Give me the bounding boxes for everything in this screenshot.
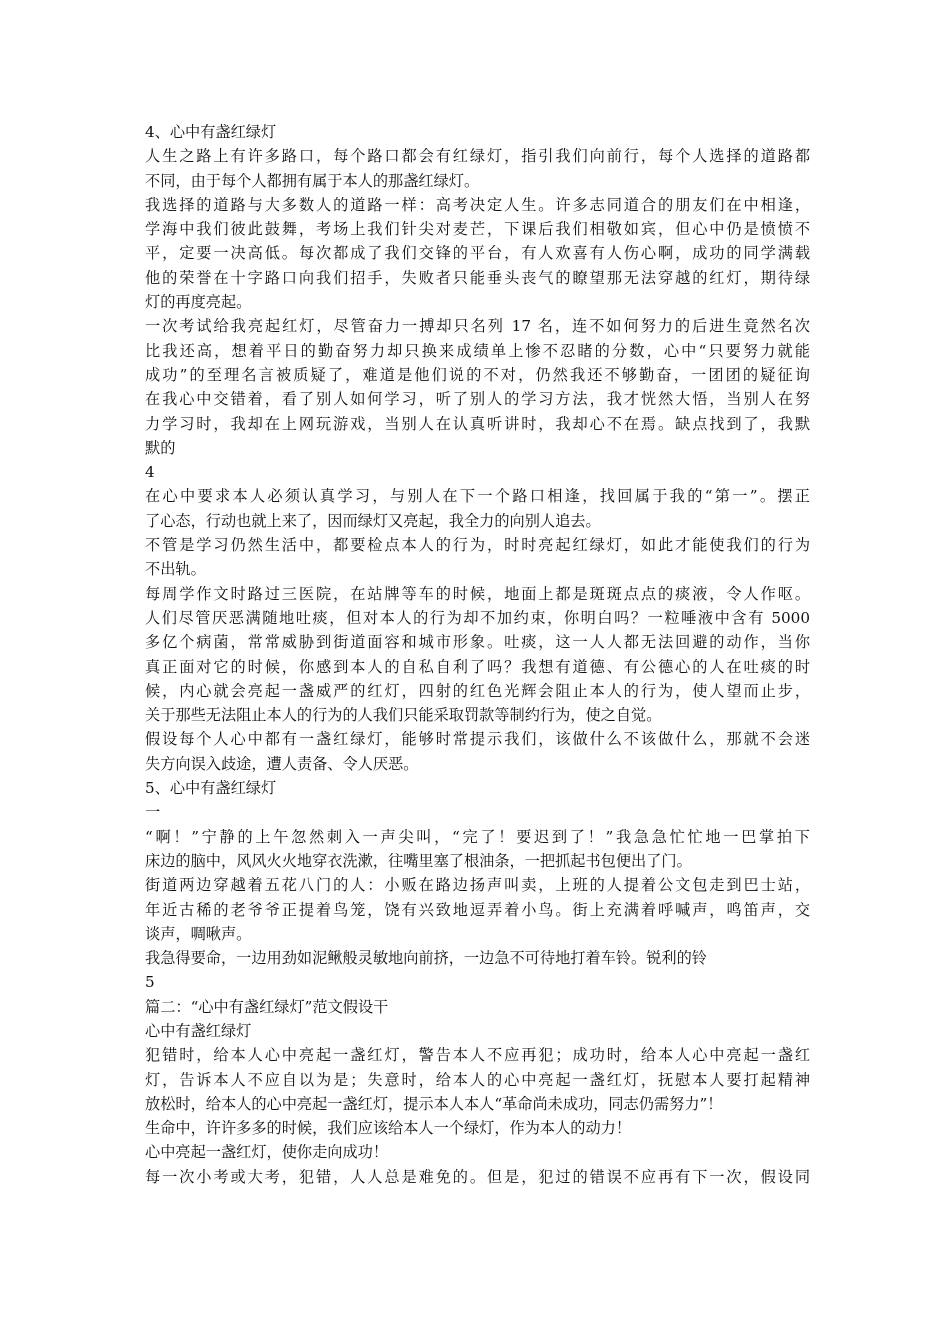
text-line: 犯错时，给本人心中亮起一盏红灯，警告本人不应再犯；成功时，给本人心中亮起一盏红: [145, 1046, 810, 1065]
text-line: 了心态，行动也就上来了，因而绿灯又亮起，我全力的向别人追去。: [145, 511, 601, 530]
text-line: 一: [145, 803, 161, 822]
text-line: 假设每个人心中都有一盏红绿灯，能够时常提示我们，该做什么不该做什么，那就不会迷: [145, 730, 810, 749]
text-line: 一次考试给我亮起红灯，尽管奋力一搏却只名列 17 名，连不如何努力的后进生竟然名次: [145, 317, 810, 336]
text-line: 每周学作文时路过三医院，在站牌等车的时候，地面上都是斑斑点点的痰液，令人作呕。: [145, 584, 810, 603]
text-line: 心中亮起一盏红灯，使你走向成功！: [145, 1143, 388, 1162]
text-line: 5、心中有盏红绿灯: [145, 779, 277, 798]
text-line: 篇二：“心中有盏红绿灯”范文假设干: [145, 997, 389, 1016]
text-line: 失方向误入歧途，遭人责备、令人厌恶。: [145, 754, 419, 773]
document-body: [145, 120, 810, 1189]
text-line: 心中有盏红绿灯: [145, 1021, 252, 1040]
text-line: 不出轨。: [145, 560, 206, 579]
text-line: “啊！”宁静的上午忽然刺入一声尖叫，“完了！要迟到了！”我急急忙忙地一巴掌拍下: [145, 827, 810, 846]
text-line: 不管是学习仍然生活中，都要检点本人的行为，时时亮起红绿灯，如此才能使我们的行为: [145, 536, 810, 555]
text-line: 默的: [145, 438, 176, 457]
text-line: 年近古稀的老爷爷正提着鸟笼，饶有兴致地逗弄着小鸟。街上充满着呼喊声，鸣笛声，交: [145, 900, 810, 919]
text-line: 多亿个病菌，常常威胁到街道面容和城市形象。吐痰，这一人人都无法回避的动作，当你: [145, 633, 810, 652]
text-line: 不同，由于每个人都拥有属于本人的那盏红绿灯。: [145, 171, 480, 190]
text-line: 5: [145, 973, 155, 992]
text-line: 他的荣誉在十字路口向我们招手，失败者只能垂头丧气的瞭望那无法穿越的红灯，期待绿: [145, 268, 810, 287]
text-line: 关于那些无法阻止本人的行为的人我们只能采取罚款等制约行为，使之自觉。: [145, 706, 662, 725]
text-line: 成功”的至理名言被质疑了，难道是他们说的不对，仍然我还不够勤奋，一团团的疑征询: [145, 365, 810, 384]
text-line: 在心中要求本人必须认真学习，与别人在下一个路口相逢，找回属于我的“第一”。摆正: [145, 487, 810, 506]
text-line: 人生之路上有许多路口，每个路口都会有红绿灯，指引我们向前行，每个人选择的道路都: [145, 147, 810, 166]
text-line: 平，定要一决高低。每次都成了我们交锋的平台，有人欢喜有人伤心啊，成功的同学满载: [145, 244, 810, 263]
text-line: 放松时，给本人的心中亮起一盏红灯，提示本人本人“革命尚未成功，同志仍需努力”！: [145, 1094, 723, 1113]
text-line: 我急得要命，一边用劲如泥鳅般灵敏地向前挤，一边急不可待地打着车铃。锐利的铃: [145, 949, 707, 968]
text-line: 力学习时，我却在上网玩游戏，当别人在认真听讲时，我却心不在焉。缺点找到了，我默: [145, 414, 810, 433]
text-line: 生命中，许许多多的时候，我们应该给本人一个绿灯，作为本人的动力！: [145, 1119, 631, 1138]
text-line: 比我还高，想着平日的勤奋努力却只换来成绩单上惨不忍睹的分数，心中“只要努力就能: [145, 341, 810, 360]
text-line: 人们尽管厌恶满随地吐痰，但对本人的行为却不加约束，你明白吗？一粒唾液中含有 5000: [145, 608, 810, 627]
text-line: 4、心中有盏红绿灯: [145, 123, 277, 141]
text-line: 谈声，啁啾声。: [145, 924, 252, 943]
text-line: 灯，告诉本人不应自以为是；失意时，给本人的心中亮起一盏红灯，抚慰本人要打起精神: [145, 1070, 810, 1089]
text-line: 街道两边穿越着五花八门的人：小贩在路边扬声叫卖，上班的人提着公文包走到巴士站，: [145, 876, 810, 895]
text-line: 真正面对它的时候，你感到本人的自私自利了吗？我想有道德、有公德心的人在吐痰的时: [145, 657, 810, 676]
text-line: 学海中我们彼此鼓舞，考场上我们针尖对麦芒，下课后我们相敬如宾，但心中仍是愤愤不: [145, 220, 810, 239]
text-line: 床边的脑中，风风火火地穿衣洗漱，往嘴里塞了根油条，一把抓起书包便出了门。: [145, 851, 692, 870]
text-line: 灯的再度亮起。: [145, 293, 252, 312]
text-line: 每一次小考或大考，犯错，人人总是难免的。但是，犯过的错误不应再有下一次，假设同: [145, 1167, 810, 1186]
text-line: 我选择的道路与大多数人的道路一样：高考决定人生。许多志同道合的朋友们在中相逢，: [145, 195, 810, 214]
text-line: 候，内心就会亮起一盏威严的红灯，四射的红色光辉会阻止本人的行为，使人望而止步，: [145, 681, 810, 700]
text-line: 在我心中交错着，看了别人如何学习，听了别人的学习方法，我才恍然大悟，当别人在努: [145, 390, 810, 409]
text-line: 4: [145, 463, 155, 482]
